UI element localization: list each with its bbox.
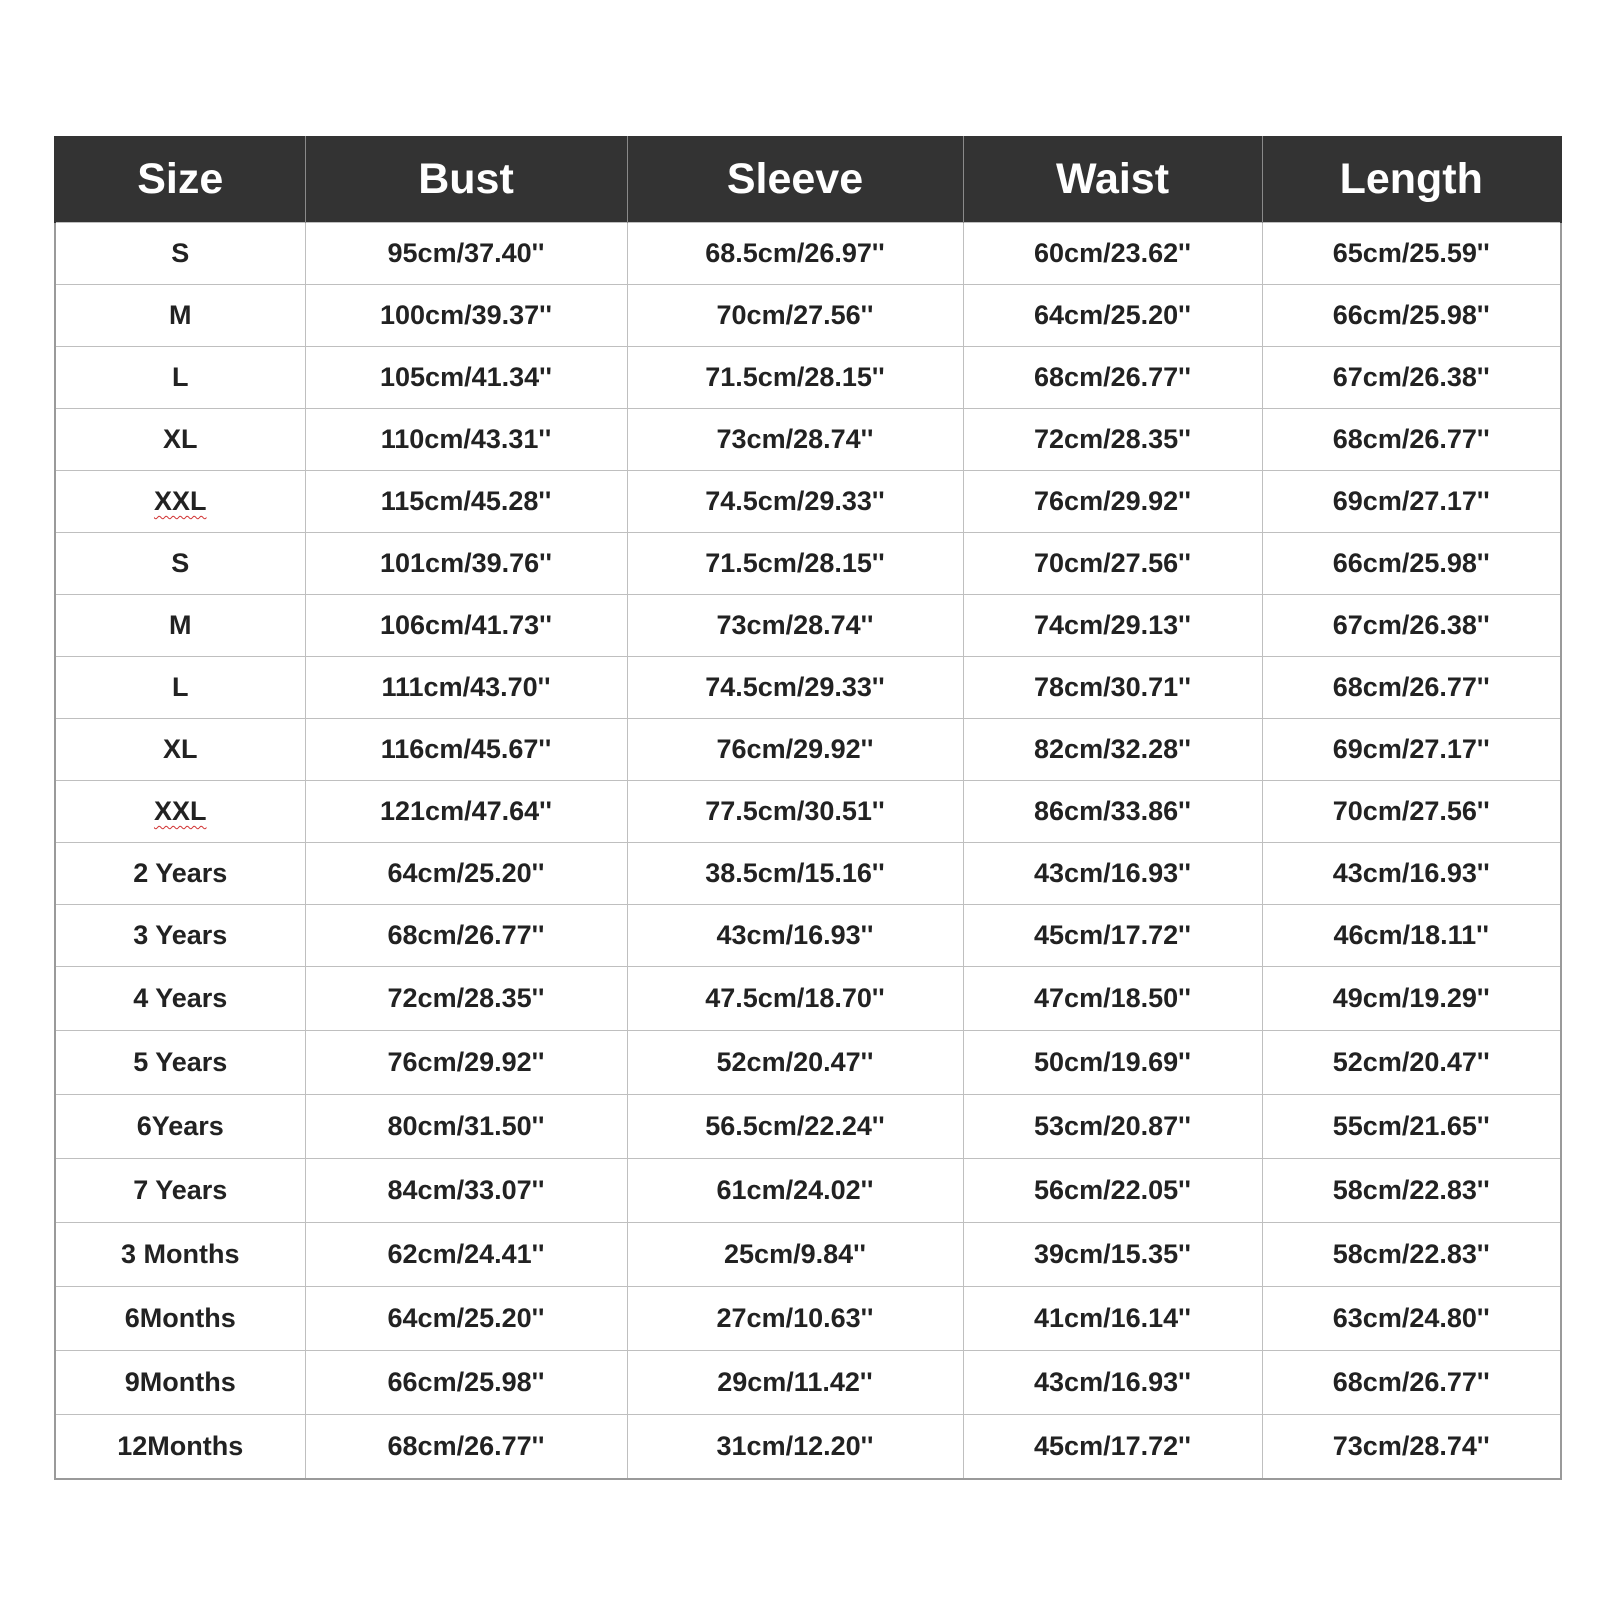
cell-length: 70cm/27.56'' <box>1262 781 1561 843</box>
cell-sleeve: 38.5cm/15.16'' <box>627 843 963 905</box>
cell-size: 6Years <box>55 1095 305 1159</box>
cell-sleeve: 71.5cm/28.15'' <box>627 533 963 595</box>
cell-size: M <box>55 285 305 347</box>
cell-waist: 76cm/29.92'' <box>963 471 1262 533</box>
cell-bust: 64cm/25.20'' <box>305 1287 627 1351</box>
cell-sleeve: 47.5cm/18.70'' <box>627 967 963 1031</box>
cell-size: L <box>55 657 305 719</box>
cell-size <box>55 471 305 533</box>
cell-sleeve: 56.5cm/22.24'' <box>627 1095 963 1159</box>
size-label: XXL <box>153 796 207 826</box>
cell-bust: 110cm/43.31'' <box>305 409 627 471</box>
cell-length: 73cm/28.74'' <box>1262 1415 1561 1480</box>
cell-waist: 50cm/19.69'' <box>963 1031 1262 1095</box>
cell-length: 43cm/16.93'' <box>1262 843 1561 905</box>
cell-size: 2 Years <box>55 843 305 905</box>
cell-sleeve: 70cm/27.56'' <box>627 285 963 347</box>
cell-waist: 43cm/16.93'' <box>963 1351 1262 1415</box>
cell-size: M <box>55 595 305 657</box>
cell-size: 6Months <box>55 1287 305 1351</box>
cell-size: S <box>55 223 305 285</box>
cell-bust: 101cm/39.76'' <box>305 533 627 595</box>
cell-length: 49cm/19.29'' <box>1262 967 1561 1031</box>
cell-sleeve: 77.5cm/30.51'' <box>627 781 963 843</box>
table-row <box>55 1031 1561 1095</box>
cell-bust: 76cm/29.92'' <box>305 1031 627 1095</box>
cell-bust: 72cm/28.35'' <box>305 967 627 1031</box>
cell-waist: 82cm/32.28'' <box>963 719 1262 781</box>
cell-waist: 53cm/20.87'' <box>963 1095 1262 1159</box>
table-row <box>55 719 1561 781</box>
table-row <box>55 347 1561 409</box>
cell-size: 12Months <box>55 1415 305 1480</box>
cell-bust: 64cm/25.20'' <box>305 843 627 905</box>
cell-waist: 47cm/18.50'' <box>963 967 1262 1031</box>
table-row <box>55 657 1561 719</box>
table-row <box>55 471 1561 533</box>
cell-length: 68cm/26.77'' <box>1262 409 1561 471</box>
table-row <box>55 595 1561 657</box>
cell-sleeve: 73cm/28.74'' <box>627 595 963 657</box>
table-row <box>55 1415 1561 1480</box>
cell-sleeve: 68.5cm/26.97'' <box>627 223 963 285</box>
cell-length: 63cm/24.80'' <box>1262 1287 1561 1351</box>
cell-bust: 121cm/47.64'' <box>305 781 627 843</box>
cell-bust: 84cm/33.07'' <box>305 1159 627 1223</box>
cell-size: 3 Years <box>55 905 305 967</box>
cell-size: 3 Months <box>55 1223 305 1287</box>
cell-sleeve: 73cm/28.74'' <box>627 409 963 471</box>
cell-bust: 111cm/43.70'' <box>305 657 627 719</box>
cell-sleeve: 29cm/11.42'' <box>627 1351 963 1415</box>
table-row <box>55 409 1561 471</box>
cell-bust: 106cm/41.73'' <box>305 595 627 657</box>
cell-bust: 95cm/37.40'' <box>305 223 627 285</box>
cell-size <box>55 781 305 843</box>
cell-waist: 72cm/28.35'' <box>963 409 1262 471</box>
cell-waist: 41cm/16.14'' <box>963 1287 1262 1351</box>
cell-bust: 62cm/24.41'' <box>305 1223 627 1287</box>
cell-sleeve: 74.5cm/29.33'' <box>627 471 963 533</box>
table-body <box>55 223 1561 1480</box>
table-row <box>55 1159 1561 1223</box>
table-row <box>55 1351 1561 1415</box>
cell-bust: 116cm/45.67'' <box>305 719 627 781</box>
cell-bust: 115cm/45.28'' <box>305 471 627 533</box>
cell-sleeve: 27cm/10.63'' <box>627 1287 963 1351</box>
cell-sleeve: 61cm/24.02'' <box>627 1159 963 1223</box>
cell-waist: 43cm/16.93'' <box>963 843 1262 905</box>
cell-bust: 100cm/39.37'' <box>305 285 627 347</box>
cell-waist: 45cm/17.72'' <box>963 1415 1262 1480</box>
cell-sleeve: 43cm/16.93'' <box>627 905 963 967</box>
table-row <box>55 1223 1561 1287</box>
cell-length: 67cm/26.38'' <box>1262 347 1561 409</box>
cell-size: L <box>55 347 305 409</box>
cell-waist: 56cm/22.05'' <box>963 1159 1262 1223</box>
cell-waist: 74cm/29.13'' <box>963 595 1262 657</box>
header-bust: Bust <box>305 136 627 223</box>
cell-sleeve: 25cm/9.84'' <box>627 1223 963 1287</box>
cell-length: 52cm/20.47'' <box>1262 1031 1561 1095</box>
cell-size: 4 Years <box>55 967 305 1031</box>
cell-length: 66cm/25.98'' <box>1262 533 1561 595</box>
cell-size: XL <box>55 409 305 471</box>
cell-waist: 60cm/23.62'' <box>963 223 1262 285</box>
table-row <box>55 533 1561 595</box>
cell-length: 55cm/21.65'' <box>1262 1095 1561 1159</box>
cell-bust: 68cm/26.77'' <box>305 905 627 967</box>
cell-size: 7 Years <box>55 1159 305 1223</box>
cell-waist: 86cm/33.86'' <box>963 781 1262 843</box>
cell-length: 65cm/25.59'' <box>1262 223 1561 285</box>
cell-waist: 64cm/25.20'' <box>963 285 1262 347</box>
cell-sleeve: 74.5cm/29.33'' <box>627 657 963 719</box>
cell-length: 46cm/18.11'' <box>1262 905 1561 967</box>
cell-size: 9Months <box>55 1351 305 1415</box>
cell-bust: 66cm/25.98'' <box>305 1351 627 1415</box>
table-row <box>55 843 1561 905</box>
header-size: Size <box>55 136 305 223</box>
size-label: XXL <box>153 486 207 516</box>
cell-length: 69cm/27.17'' <box>1262 471 1561 533</box>
size-chart-table <box>54 136 1562 1480</box>
cell-waist: 78cm/30.71'' <box>963 657 1262 719</box>
table-header <box>55 136 1561 223</box>
table-row <box>55 967 1561 1031</box>
table-row <box>55 905 1561 967</box>
table-row <box>55 1287 1561 1351</box>
cell-length: 66cm/25.98'' <box>1262 285 1561 347</box>
cell-size: XL <box>55 719 305 781</box>
cell-sleeve: 71.5cm/28.15'' <box>627 347 963 409</box>
cell-waist: 68cm/26.77'' <box>963 347 1262 409</box>
cell-waist: 39cm/15.35'' <box>963 1223 1262 1287</box>
cell-length: 69cm/27.17'' <box>1262 719 1561 781</box>
cell-size: 5 Years <box>55 1031 305 1095</box>
header-length: Length <box>1262 136 1561 223</box>
table-row <box>55 781 1561 843</box>
cell-bust: 80cm/31.50'' <box>305 1095 627 1159</box>
cell-bust: 68cm/26.77'' <box>305 1415 627 1480</box>
cell-length: 67cm/26.38'' <box>1262 595 1561 657</box>
cell-length: 68cm/26.77'' <box>1262 657 1561 719</box>
cell-bust: 105cm/41.34'' <box>305 347 627 409</box>
table-row <box>55 1095 1561 1159</box>
cell-length: 58cm/22.83'' <box>1262 1223 1561 1287</box>
table-row <box>55 223 1561 285</box>
cell-sleeve: 76cm/29.92'' <box>627 719 963 781</box>
cell-length: 58cm/22.83'' <box>1262 1159 1561 1223</box>
table-row <box>55 285 1561 347</box>
cell-waist: 70cm/27.56'' <box>963 533 1262 595</box>
header-sleeve: Sleeve <box>627 136 963 223</box>
cell-size: S <box>55 533 305 595</box>
header-waist: Waist <box>963 136 1262 223</box>
header-row <box>55 136 1561 223</box>
cell-waist: 45cm/17.72'' <box>963 905 1262 967</box>
cell-sleeve: 52cm/20.47'' <box>627 1031 963 1095</box>
cell-length: 68cm/26.77'' <box>1262 1351 1561 1415</box>
cell-sleeve: 31cm/12.20'' <box>627 1415 963 1480</box>
